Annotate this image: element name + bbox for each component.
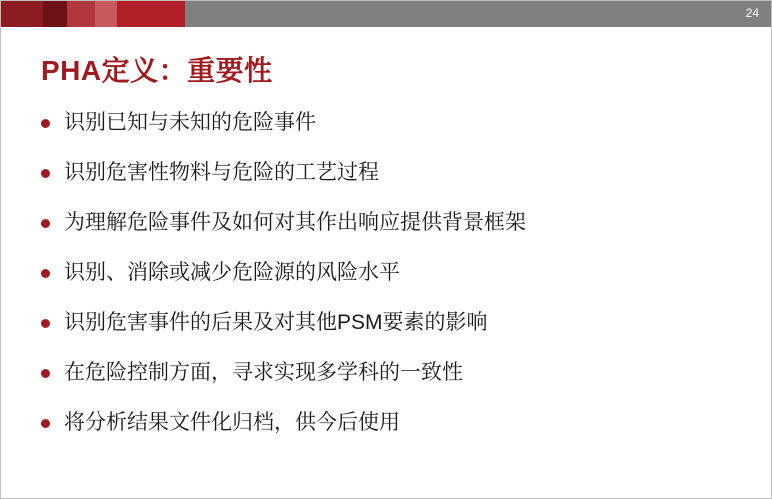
bullet-dot-icon bbox=[41, 169, 50, 178]
list-item-label: 识别、消除或减少危险源的风险水平 bbox=[64, 261, 400, 284]
list-item bbox=[41, 259, 741, 287]
bullet-dot-icon bbox=[41, 119, 50, 128]
top-bar-segment-3 bbox=[67, 1, 95, 27]
list-item bbox=[41, 109, 741, 137]
list-item-label: 识别已知与未知的危险事件 bbox=[64, 111, 316, 134]
list-item-label: 识别危害性物料与危险的工艺过程 bbox=[64, 161, 379, 184]
list-item-label: 在危险控制方面，寻求实现多学科的一致性 bbox=[64, 361, 463, 384]
decorative-top-bar bbox=[1, 1, 772, 27]
page-title: PHA定义：重要性 bbox=[41, 55, 273, 86]
list-item-label: 识别危害事件的后果及对其他PSM要素的影响 bbox=[64, 311, 488, 334]
list-item bbox=[41, 409, 741, 437]
bullet-dot-icon bbox=[41, 219, 50, 228]
list-item bbox=[41, 209, 741, 237]
bullet-dot-icon bbox=[41, 419, 50, 428]
top-bar-segment-2 bbox=[43, 1, 67, 27]
list-item bbox=[41, 359, 741, 387]
bullet-dot-icon bbox=[41, 269, 50, 278]
top-bar-segment-5 bbox=[117, 1, 185, 27]
slide-number: 24 bbox=[745, 6, 759, 20]
bullet-dot-icon bbox=[41, 369, 50, 378]
bullet-list bbox=[41, 109, 741, 459]
list-item-label: 为理解危险事件及如何对其作出响应提供背景框架 bbox=[64, 211, 526, 234]
bullet-dot-icon bbox=[41, 319, 50, 328]
top-bar-segment-6 bbox=[185, 1, 772, 27]
top-bar-segment-1 bbox=[1, 1, 43, 27]
list-item bbox=[41, 159, 741, 187]
top-bar-segment-4 bbox=[95, 1, 117, 27]
list-item-label: 将分析结果文件化归档，供今后使用 bbox=[64, 411, 400, 434]
list-item bbox=[41, 309, 741, 337]
